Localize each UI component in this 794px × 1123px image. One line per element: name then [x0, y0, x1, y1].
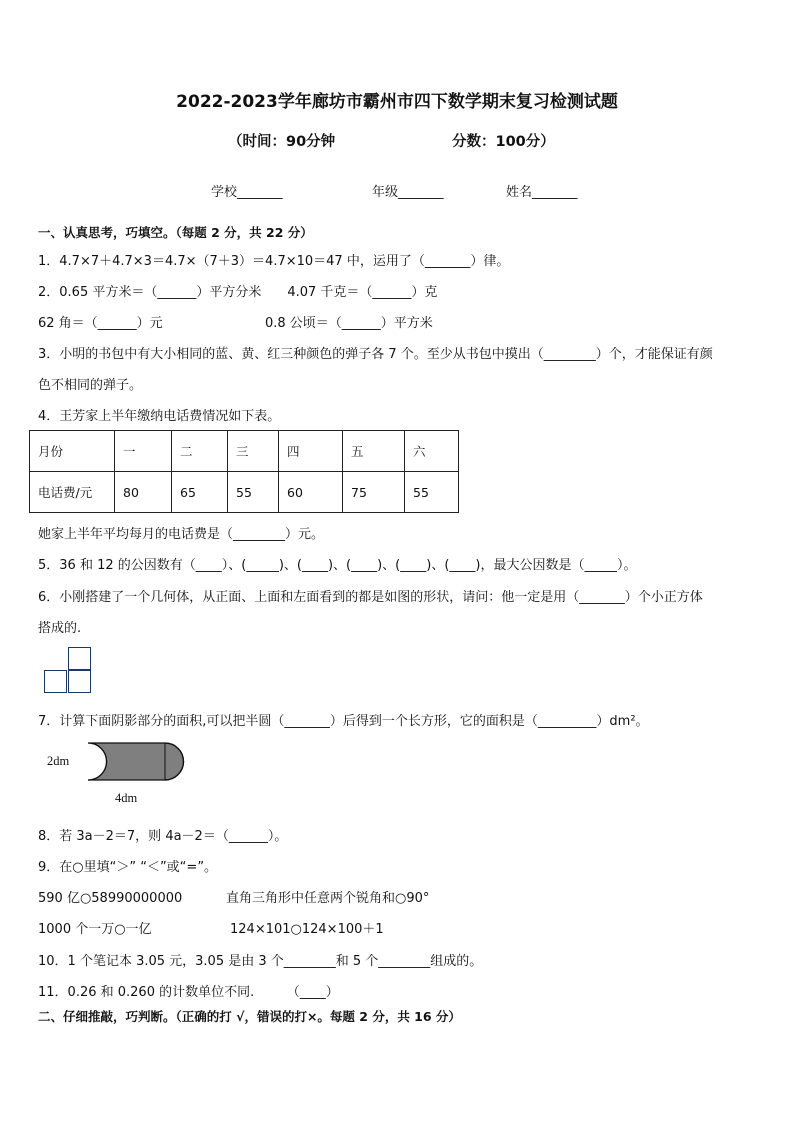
cube-square-top: [68, 647, 91, 670]
question-1: 1．4.7×7＋4.7×3＝4.7×（7＋3）＝4.7×10＝47 中，运用了（_______）律。: [38, 254, 510, 269]
table-cell-fee: 75: [343, 472, 405, 513]
grade-field: 年级_______: [372, 185, 444, 200]
question-2b-right: 0.8 公顷＝（______）平方米: [265, 316, 433, 331]
question-2b-left: 62 角＝（______）元: [38, 316, 163, 331]
question-6-line1: 6．小刚搭建了一个几何体，从正面、上面和左面看到的都是如图的形状，请问：他一定是用（_______）个小正方体: [38, 590, 703, 605]
question-7: 7．计算下面阴影部分的面积,可以把半圆（_______）后得到一个长方形，它的面积是（_________）dm²。: [38, 714, 649, 729]
table-cell-fee: 55: [405, 472, 459, 513]
figure-height-label: 2dm: [47, 754, 70, 768]
question-9a-right: 直角三角形中任意两个锐角和○90°: [226, 891, 430, 906]
table-cell-month: 三: [228, 431, 279, 472]
question-9b-left: 1000 个一万○一亿: [38, 922, 152, 937]
table-cell-month: 二: [172, 431, 228, 472]
section-1-heading: 一、认真思考，巧填空。（每题 2 分，共 22 分）: [38, 225, 313, 240]
question-9a-left: 590 亿○58990000000: [38, 891, 183, 906]
table-cell-month: 一: [115, 431, 172, 472]
question-10: 10．1 个笔记本 3.05 元，3.05 是由 3 个________和 5 个________组成的。: [38, 954, 483, 969]
table-cell-fee: 55: [228, 472, 279, 513]
phone-fee-table: [29, 430, 459, 513]
figure-width-label: 4dm: [115, 791, 138, 805]
table-row-fees: [30, 472, 459, 513]
question-3-line2: 色不相同的弹子。: [38, 378, 143, 393]
table-cell-month: 五: [343, 431, 405, 472]
question-6-line2: 搭成的.: [38, 621, 82, 636]
exam-score: 分数：100分）: [452, 134, 555, 150]
school-field: 学校_______: [211, 185, 283, 200]
section-2-heading: 二、仔细推敲，巧判断。（正确的打 √，错误的打×。每题 2 分，共 16 分）: [38, 1009, 461, 1024]
page-title: 2022-2023学年廊坊市霸州市四下数学期末复习检测试题: [176, 92, 618, 112]
cube-square-bottom-left: [44, 670, 67, 693]
table-cell-fee: 80: [115, 472, 172, 513]
question-5: 5．36 和 12 的公因数有（____）、(_____)、(____)、(____)、(____)、(____)，最大公因数是（_____）。: [38, 558, 637, 573]
question-3-line1: 3．小明的书包中有大小相同的蓝、黄、红三种颜色的弹子各 7 个。至少从书包中摸出（________）个，才能保证有颜: [38, 347, 713, 362]
table-cell-month: 六: [405, 431, 459, 472]
question-4: 4．王芳家上半年缴纳电话费情况如下表。: [38, 409, 281, 424]
table-row-months: [30, 431, 459, 472]
question-9: 9．在○里填“＞” “＜”或“=”。: [38, 860, 218, 875]
shaded-area-figure: [87, 742, 187, 782]
table-header-fee: 电话费/元: [30, 472, 115, 513]
question-9b-right: 124×101○124×100＋1: [230, 922, 384, 937]
question-2a: 2．0.65 平方米＝（______）平方分米 4.07 千克＝（______）克: [38, 285, 438, 300]
name-field: 姓名_______: [506, 185, 578, 200]
exam-time: （时间：90分钟: [228, 134, 336, 150]
table-cell-month: 四: [279, 431, 343, 472]
cube-square-bottom-right: [68, 670, 91, 693]
table-cell-fee: 60: [279, 472, 343, 513]
table-cell-fee: 65: [172, 472, 228, 513]
question-8: 8．若 3a－2＝7，则 4a－2＝（______）。: [38, 829, 288, 844]
table-header-month: 月份: [30, 431, 115, 472]
question-4-answer: 她家上半年平均每月的电话费是（________）元。: [38, 527, 325, 542]
question-11: 11．0.26 和 0.260 的计数单位不同. （____）: [38, 985, 339, 1000]
